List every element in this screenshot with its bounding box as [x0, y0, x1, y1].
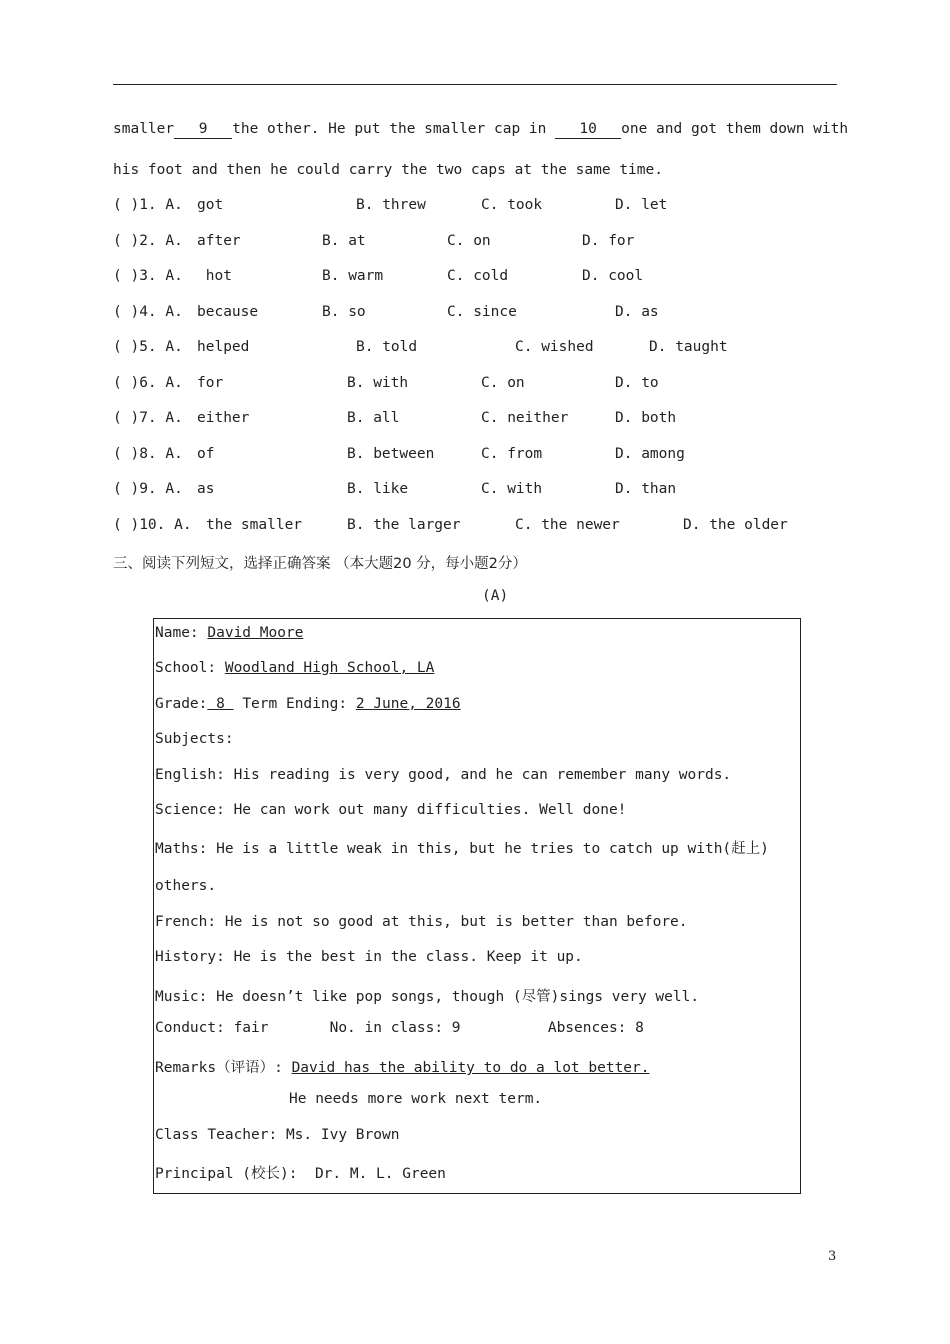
option-c: C. took	[481, 197, 543, 213]
option-c: C. with	[481, 481, 543, 497]
option-b: B. with	[347, 374, 409, 391]
passage-text: smaller	[113, 121, 175, 137]
option-b: B. all	[347, 410, 400, 426]
maths-line: Maths: He is a little weak in this, but he tries to catch up with(赶上)	[155, 841, 769, 857]
option-d: D. as	[615, 303, 659, 320]
french-line: French: He is not so good at this, but is better than before.	[155, 914, 688, 930]
header-rule	[113, 84, 837, 85]
option-d: D. for	[582, 232, 635, 249]
option-d: D. let	[615, 197, 668, 213]
question-number: ( )3. A.	[113, 268, 183, 284]
option-b: B. at	[322, 232, 366, 249]
option-b: B. like	[347, 481, 409, 497]
option-b: B. the larger	[347, 516, 461, 533]
subjects-heading: Subjects:	[155, 731, 234, 747]
option-c: C. since	[447, 303, 517, 320]
grade-line: Grade: 8 Term Ending: 2 June, 2016	[155, 696, 461, 712]
name-line: Name: David Moore	[155, 625, 304, 641]
option-c: C. neither	[481, 410, 569, 426]
passage-line-2: his foot and then he could carry the two caps at the same time.	[113, 162, 663, 178]
option-a: for	[197, 374, 224, 391]
music-line: Music: He doesn’t like pop songs, though (尽管)sings very well.	[155, 989, 700, 1005]
option-d: D. both	[615, 410, 677, 426]
question-number: ( )6. A.	[113, 374, 183, 391]
school-name: Woodland High School, LA	[224, 660, 435, 676]
option-b: B. between	[347, 445, 435, 462]
english-line: English: His reading is very good, and he can remember many words.	[155, 767, 732, 783]
option-c: C. on	[481, 374, 525, 391]
passage-label: (A)	[482, 588, 509, 604]
question-number: ( )10. A.	[113, 516, 192, 533]
option-b: B. told	[356, 339, 418, 355]
teacher-line: Class Teacher: Ms. Ivy Brown	[155, 1127, 400, 1143]
option-c: C. wished	[515, 339, 594, 355]
option-c: C. cold	[447, 268, 509, 284]
option-d: D. among	[615, 445, 685, 462]
question-number: ( )9. A.	[113, 481, 183, 497]
option-a: either	[197, 410, 250, 426]
option-c: C. the newer	[515, 516, 620, 533]
question-number: ( )1. A.	[113, 197, 183, 213]
question-number: ( )2. A.	[113, 232, 183, 249]
remarks-line-2: He needs more work next term.	[289, 1091, 543, 1107]
passage-text: the other. He put the smaller cap in	[232, 121, 556, 137]
option-d: D. cool	[582, 268, 644, 284]
option-a: after	[197, 232, 241, 249]
section-heading: 三、阅读下列短文，选择正确答案 （本大题20 分，每小题2分）	[113, 556, 527, 572]
grade-value: 8	[207, 696, 234, 712]
option-b: B. threw	[356, 197, 426, 213]
option-d: D. than	[615, 481, 677, 497]
conduct-line: Conduct: fair No. in class: 9 Absences: 8	[155, 1020, 644, 1036]
option-b: B. so	[322, 303, 366, 320]
option-a: helped	[197, 339, 250, 355]
principal-line: Principal (校长): Dr. M. L. Green	[155, 1166, 446, 1182]
blank-9: 9	[174, 121, 232, 139]
option-b: B. warm	[322, 268, 384, 284]
option-a: got	[197, 197, 224, 213]
student-name: David Moore	[207, 625, 304, 641]
option-a: hot	[197, 268, 232, 284]
remarks-text: David has the ability to do a lot better.	[291, 1060, 650, 1076]
remarks-line: Remarks（评语）: David has the ability to do a lot better.	[155, 1060, 650, 1076]
option-a: the smaller	[206, 516, 303, 533]
option-d: D. the older	[683, 516, 788, 533]
passage-text: one and got them down with	[621, 121, 849, 137]
question-number: ( )4. A.	[113, 303, 183, 320]
blank-10: 10	[555, 121, 621, 139]
option-c: C. on	[447, 232, 491, 249]
option-a: because	[197, 303, 259, 320]
question-number: ( )7. A.	[113, 410, 183, 426]
school-line: School: Woodland High School, LA	[155, 660, 435, 676]
passage-line-1	[113, 121, 848, 139]
maths-line-2: others.	[155, 878, 217, 894]
history-line: History: He is the best in the class. Keep it up.	[155, 949, 583, 965]
option-a: of	[197, 445, 215, 462]
page-number: 3	[828, 1249, 837, 1264]
option-a: as	[197, 481, 215, 497]
question-number: ( )8. A.	[113, 445, 183, 462]
term-date: 2 June, 2016	[355, 696, 461, 712]
option-d: D. taught	[649, 339, 728, 355]
science-line: Science: He can work out many difficulties. Well done!	[155, 802, 627, 818]
option-d: D. to	[615, 374, 659, 391]
option-c: C. from	[481, 445, 543, 462]
report-card	[153, 618, 801, 1194]
question-number: ( )5. A.	[113, 339, 183, 355]
